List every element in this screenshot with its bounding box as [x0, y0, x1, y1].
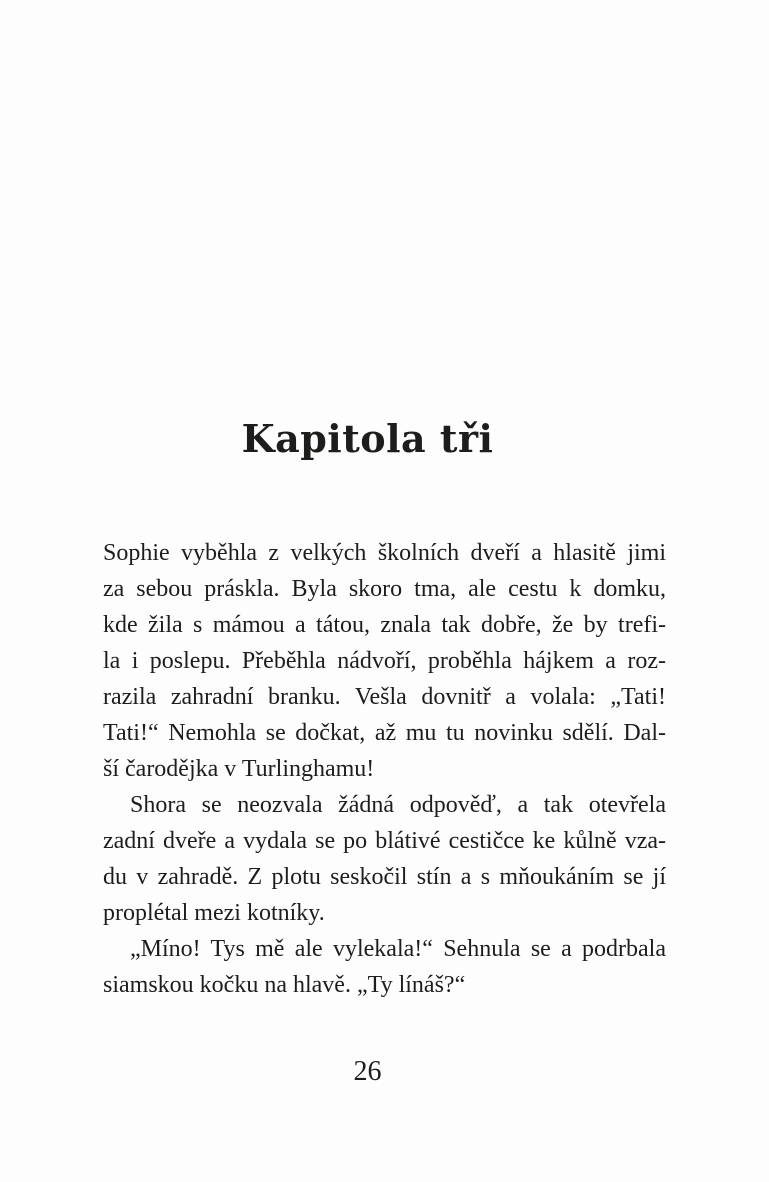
text-line: proplétal mezi kotníky.	[103, 900, 325, 926]
text-line: siamskou kočku na hlavě. „Ty línáš?“	[103, 972, 466, 998]
text-line: „Míno! Tys mě ale vylekala!“ Sehnula se a podrbala	[130, 936, 666, 962]
text-line: la i poslepu. Přeběhla nádvoří, proběhla hájkem a roz-	[103, 648, 666, 674]
text-line: du v zahradě. Z plotu seskočil stín a s mňoukáním se jí	[103, 864, 666, 890]
text-line: kde žila s mámou a tátou, znala tak dobře, že by trefi-	[103, 612, 666, 638]
body-text	[103, 535, 666, 1003]
page-number: 26	[353, 1056, 382, 1087]
chapter-title: Kapitola tři	[241, 416, 494, 461]
text-line: za sebou práskla. Byla skoro tma, ale cestu k domku,	[103, 576, 666, 602]
text-line: razila zahradní branku. Vešla dovnitř a volala: „Tati!	[103, 684, 666, 710]
text-line: ší čarodějka v Turlinghamu!	[103, 756, 375, 782]
text-line: zadní dveře a vydala se po blátivé cestičce ke kůlně vza-	[103, 828, 666, 854]
text-line: Sophie vyběhla z velkých školních dveří a hlasitě jimi	[103, 540, 666, 566]
text-line: Shora se neozvala žádná odpověď, a tak otevřela	[130, 792, 666, 818]
text-line: Tati!“ Nemohla se dočkat, až mu tu novinku sdělí. Dal-	[103, 720, 666, 746]
